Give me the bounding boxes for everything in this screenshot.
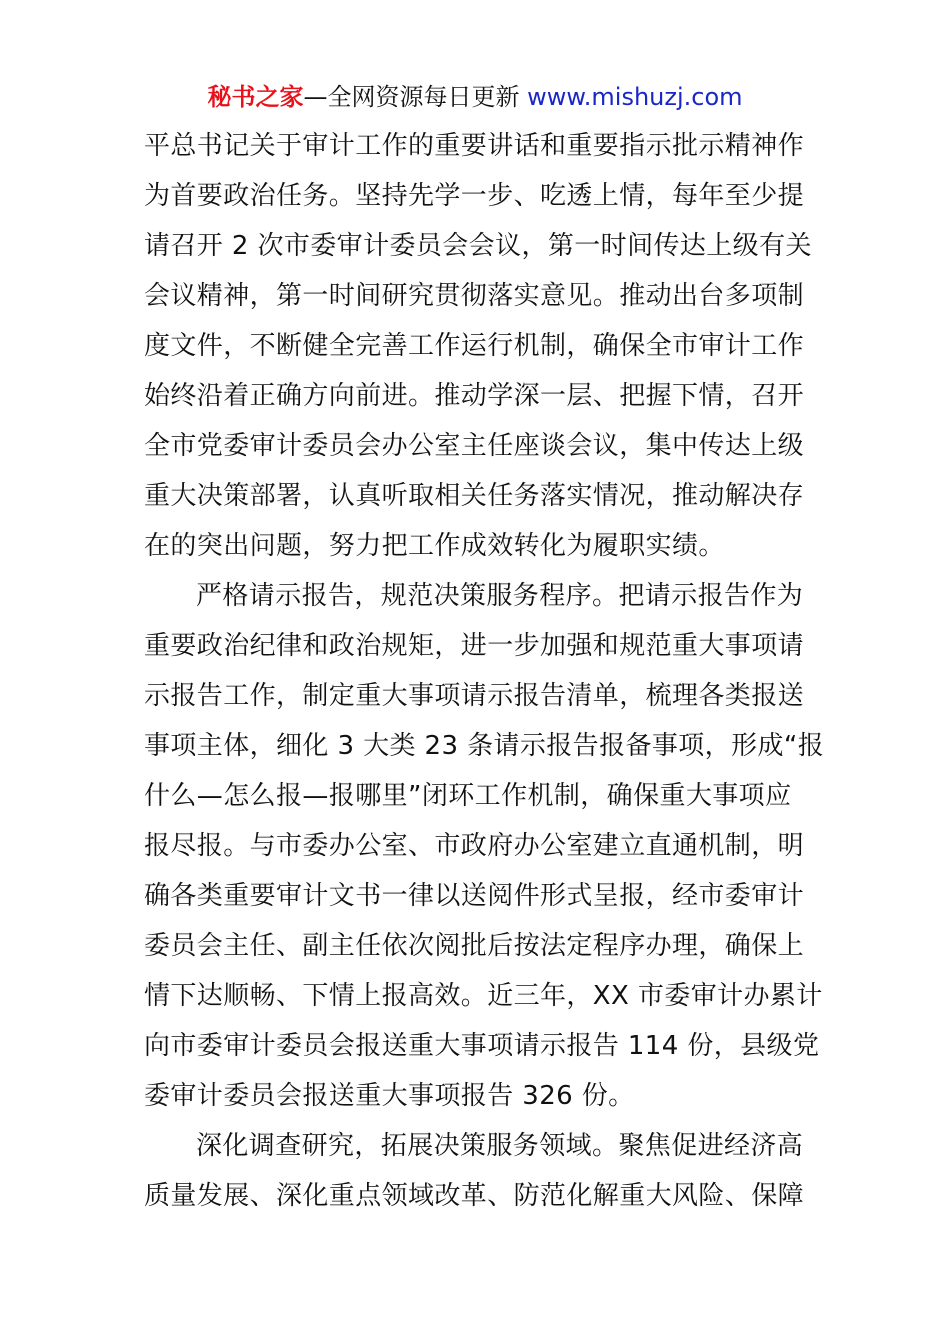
document-body (144, 121, 825, 1221)
text-line: 重大决策部署，认真听取相关任务落实情况，推动解决存 (144, 481, 805, 511)
text-line: 事项主体，细化 3 大类 23 条请示报告报备事项，形成“报 (144, 731, 825, 761)
text-line: 委审计委员会报送重大事项报告 326 份。 (144, 1081, 635, 1111)
text-line: 向市委审计委员会报送重大事项请示报告 114 份，县级党 (144, 1031, 820, 1061)
site-header (0, 80, 950, 114)
site-url-link[interactable]: www.mishuzj.com (527, 83, 743, 111)
text-line: 重要政治纪律和政治规矩，进一步加强和规范重大事项请 (144, 631, 805, 661)
text-line: 报尽报。与市委办公室、市政府办公室建立直通机制，明 (144, 831, 805, 861)
text-line: 什么—怎么报—报哪里”闭环工作机制，确保重大事项应 (144, 781, 792, 811)
text-line: 全市党委审计委员会办公室主任座谈会议，集中传达上级 (144, 431, 805, 461)
text-line: 请召开 2 次市委审计委员会会议，第一时间传达上级有关 (144, 231, 812, 261)
text-line: 质量发展、深化重点领域改革、防范化解重大风险、保障 (144, 1181, 805, 1211)
text-line: 确各类重要审计文书一律以送阅件形式呈报，经市委审计 (144, 881, 805, 911)
text-line: 深化调查研究，拓展决策服务领域。聚焦促进经济高 (196, 1131, 804, 1161)
text-line: 在的突出问题，努力把工作成效转化为履职实绩。 (144, 531, 725, 561)
text-line: 始终沿着正确方向前进。推动学深一层、把握下情，召开 (144, 381, 805, 411)
site-brand: 秘书之家 (207, 83, 304, 111)
text-line: 平总书记关于审计工作的重要讲话和重要指示批示精神作 (144, 131, 805, 161)
text-line: 度文件，不断健全完善工作运行机制，确保全市审计工作 (144, 331, 805, 361)
text-line: 委员会主任、副主任依次阅批后按法定程序办理，确保上 (144, 931, 805, 961)
text-line: 严格请示报告，规范决策服务程序。把请示报告作为 (196, 581, 804, 611)
text-line: 会议精神，第一时间研究贯彻落实意见。推动出台多项制 (144, 281, 805, 311)
paragraph-3 (144, 1121, 814, 1221)
paragraph-2 (144, 571, 825, 1121)
text-line: 为首要政治任务。坚持先学一步、吃透上情，每年至少提 (144, 181, 805, 211)
text-line: 情下达顺畅、下情上报高效。近三年，XX 市委审计办累计 (144, 981, 823, 1011)
site-tagline: —全网资源每日更新 (303, 83, 528, 111)
paragraph-1 (144, 121, 814, 571)
text-line: 示报告工作，制定重大事项请示报告清单，梳理各类报送 (144, 681, 805, 711)
